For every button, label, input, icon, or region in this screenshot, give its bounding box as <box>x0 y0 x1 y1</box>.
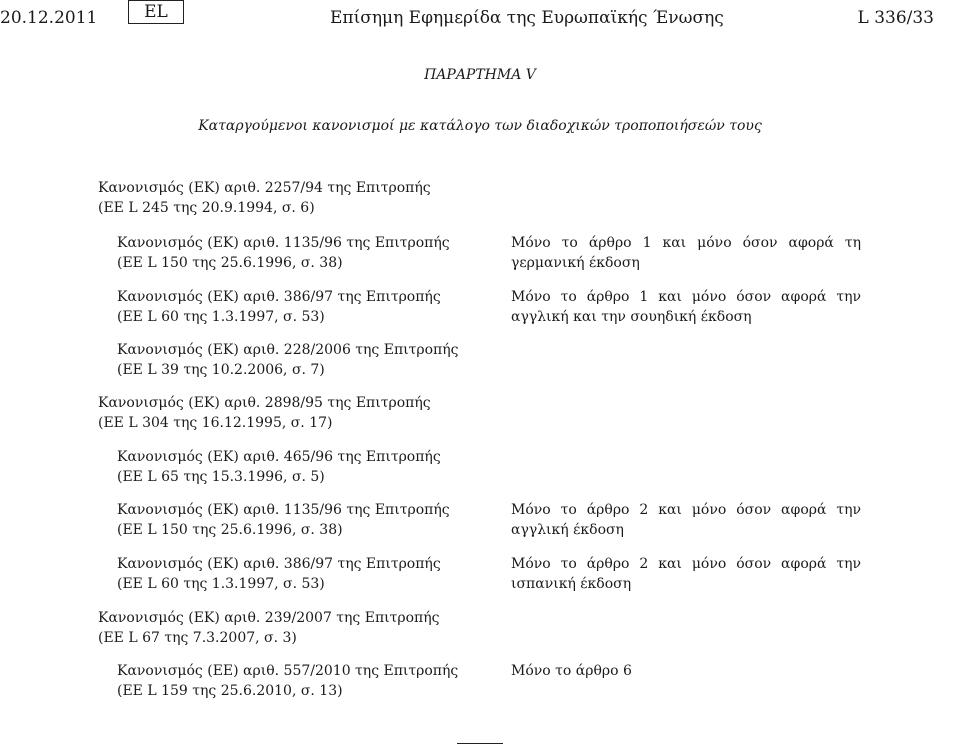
amendment-note: Μόνο το άρθρο 2 και μόνο όσον αφορά την ισπανική έκδοση <box>511 556 861 592</box>
language-badge: EL <box>128 0 184 24</box>
regulation-entry <box>117 554 441 594</box>
regulation-reference: (ΕΕ L 150 της 25.6.1996, σ. 38) <box>117 522 343 538</box>
regulation-reference: (ΕΕ L 60 της 1.3.1997, σ. 53) <box>117 309 325 325</box>
regulation-reference: (ΕΕ L 67 της 7.3.2007, σ. 3) <box>98 630 297 646</box>
annex-title: ΠΑΡΑΡΤΗΜΑ V <box>424 67 536 83</box>
regulation-entry <box>117 340 458 380</box>
regulation-title: Κανονισμός (ΕΚ) αριθ. 386/97 της Επιτροπής <box>117 556 441 572</box>
journal-title: Επίσημη Εφημερίδα της Ευρωπαϊκής Ένωσης <box>330 8 724 28</box>
regulation-reference: (ΕΕ L 304 της 16.12.1995, σ. 17) <box>98 415 333 431</box>
regulation-title: Κανονισμός (ΕΚ) αριθ. 1135/96 της Επιτροπής <box>117 235 450 251</box>
regulation-entry <box>117 233 450 273</box>
page-reference: L 336/33 <box>857 8 934 28</box>
amendment-note: Μόνο το άρθρο 6 <box>511 663 632 679</box>
regulation-reference: (ΕΕ L 65 της 15.3.1996, σ. 5) <box>117 469 325 485</box>
regulation-entry <box>117 500 450 540</box>
regulation-entry <box>117 287 441 327</box>
regulation-reference: (ΕΕ L 150 της 25.6.1996, σ. 38) <box>117 255 343 271</box>
amendment-note: Μόνο το άρθρο 2 και μόνο όσον αφορά την αγγλική έκδοση <box>511 502 861 538</box>
regulation-entry <box>98 178 431 218</box>
regulation-title: Κανονισμός (ΕΚ) αριθ. 2898/95 της Επιτροπής <box>98 395 431 411</box>
regulation-entry <box>98 393 431 433</box>
amendment-note: Μόνο το άρθρο 1 και μόνο όσον αφορά την αγγλική και την σουηδική έκδοση <box>511 289 861 325</box>
regulation-reference: (ΕΕ L 159 της 25.6.2010, σ. 13) <box>117 683 343 699</box>
regulation-title: Κανονισμός (ΕΚ) αριθ. 1135/96 της Επιτροπής <box>117 502 450 518</box>
regulation-title: Κανονισμός (ΕΚ) αριθ. 2257/94 της Επιτροπής <box>98 180 431 196</box>
regulation-reference: (ΕΕ L 39 της 10.2.2006, σ. 7) <box>117 362 325 378</box>
regulation-entry <box>117 447 441 487</box>
amendment-note: Μόνο το άρθρο 1 και μόνο όσον αφορά τη γερμανική έκδοση <box>511 235 861 271</box>
regulation-title: Κανονισμός (ΕΕ) αριθ. 557/2010 της Επιτροπής <box>117 663 459 679</box>
regulation-entry <box>98 608 439 648</box>
regulation-title: Κανονισμός (ΕΚ) αριθ. 228/2006 της Επιτροπής <box>117 342 459 358</box>
annex-subtitle: Καταργούμενοι κανονισμοί με κατάλογο των διαδοχικών τροποποιήσεών τους <box>198 118 762 134</box>
regulation-title: Κανονισμός (ΕΚ) αριθ. 239/2007 της Επιτροπής <box>98 610 440 626</box>
regulation-title: Κανονισμός (ΕΚ) αριθ. 465/96 της Επιτροπής <box>117 449 441 465</box>
regulation-reference: (ΕΕ L 245 της 20.9.1994, σ. 6) <box>98 200 315 216</box>
regulation-reference: (ΕΕ L 60 της 1.3.1997, σ. 53) <box>117 576 325 592</box>
footer-rule <box>457 743 503 744</box>
header-date: 20.12.2011 <box>0 8 98 28</box>
regulation-entry <box>117 661 458 701</box>
regulation-title: Κανονισμός (ΕΚ) αριθ. 386/97 της Επιτροπής <box>117 289 441 305</box>
